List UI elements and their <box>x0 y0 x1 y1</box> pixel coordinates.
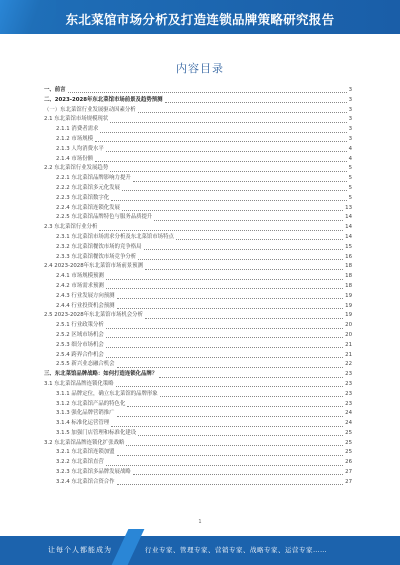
toc-entry-label: 3.2.2 东北菜馆直营 <box>56 459 104 466</box>
toc-entry-page: 24 <box>345 420 352 427</box>
toc-entry-page: 16 <box>345 253 352 260</box>
toc-entry-page: 23 <box>345 380 352 387</box>
toc-entry-page: 23 <box>345 400 352 407</box>
toc-leader-dots <box>145 268 343 270</box>
toc-entry[interactable] <box>44 125 352 135</box>
toc-entry[interactable] <box>44 341 352 351</box>
toc-entry-page: 25 <box>345 449 352 456</box>
toc-entry[interactable] <box>44 311 352 321</box>
toc-entry-page: 3 <box>348 126 352 133</box>
toc-entry[interactable] <box>44 468 352 478</box>
toc-entry[interactable] <box>44 243 352 253</box>
toc-entry-page: 22 <box>345 361 352 368</box>
toc-entry-label: 2.5 2023-2028年东北菜馆市场机会分析 <box>44 312 143 319</box>
toc-leader-dots <box>110 121 346 123</box>
toc-entry[interactable] <box>44 86 352 96</box>
toc-leader-dots <box>154 219 343 221</box>
toc-entry-label: 2.4.3 行业发展方向预测 <box>56 292 115 299</box>
toc-entry-label: 二、2023-2028年东北菜馆市场前景及趋势预测 <box>44 96 163 103</box>
toc-leader-dots <box>117 483 344 485</box>
toc-entry-page: 14 <box>345 233 352 240</box>
toc-entry-page: 18 <box>345 263 352 270</box>
toc-entry[interactable] <box>44 262 352 272</box>
toc-entry-label: 2.1 东北菜馆市场规模现状 <box>44 116 109 123</box>
toc-leader-dots <box>106 336 343 338</box>
toc-entry-label: 3.2.3 东北菜馆多品牌发展战略 <box>56 469 131 476</box>
toc-entry-page: 19 <box>345 292 352 299</box>
toc-leader-dots <box>111 199 346 201</box>
table-of-contents <box>44 86 352 488</box>
toc-entry[interactable] <box>44 135 352 145</box>
toc-leader-dots <box>122 209 343 211</box>
toc-entry-label: 3.1.2 东北菜馆产品的特色化 <box>56 400 126 407</box>
toc-leader-dots <box>117 415 344 417</box>
toc-entry[interactable] <box>44 145 352 155</box>
toc-entry-label: 2.4.2 市场需求预测 <box>56 282 104 289</box>
toc-entry[interactable] <box>44 272 352 282</box>
toc-entry-label: 2.2 东北菜馆行业发展趋势 <box>44 165 109 172</box>
toc-entry-label: 2.3.2 东北菜馆餐饮市场的竞争格局 <box>56 243 142 250</box>
toc-entry[interactable] <box>44 419 352 429</box>
toc-entry[interactable] <box>44 204 352 214</box>
toc-entry-page: 5 <box>348 165 352 172</box>
toc-entry-label: 3.2 东北菜馆品牌连锁化扩张战略 <box>44 439 125 446</box>
toc-leader-dots <box>133 473 343 475</box>
toc-entry-page: 21 <box>345 341 352 348</box>
toc-leader-dots <box>117 454 344 456</box>
toc-entry-label: 2.2.1 东北菜馆品牌影响力提升 <box>56 175 131 182</box>
toc-entry[interactable] <box>44 155 352 165</box>
toc-entry-label: 三、东北菜馆品牌战略：如何打造连锁化品牌？ <box>44 371 158 378</box>
toc-entry[interactable] <box>44 253 352 263</box>
toc-leader-dots <box>144 248 344 250</box>
report-title: 东北菜馆市场分析及打造连锁品牌策略研究报告 <box>65 12 335 27</box>
toc-entry-page: 5 <box>348 175 352 182</box>
toc-leader-dots <box>165 101 347 103</box>
toc-entry[interactable] <box>44 115 352 125</box>
toc-entry-label: 2.5.2 区域市场机会 <box>56 331 104 338</box>
toc-leader-dots <box>122 189 347 191</box>
toc-entry[interactable] <box>44 360 352 370</box>
toc-entry-label: 2.2.2 东北菜馆多元化发展 <box>56 184 120 191</box>
toc-entry[interactable] <box>44 184 352 194</box>
toc-leader-dots <box>95 160 347 162</box>
toc-entry-label: 3.1.3 强化品牌营销推广 <box>56 410 115 417</box>
page-number: 1 <box>198 519 202 525</box>
toc-entry-label: 2.2.3 东北菜馆数字化 <box>56 194 110 201</box>
toc-entry-page: 20 <box>345 322 352 329</box>
toc-leader-dots <box>138 258 343 260</box>
toc-leader-dots <box>100 131 346 133</box>
toc-leader-dots <box>117 297 344 299</box>
toc-entry-label: 2.4.1 市场规模预测 <box>56 273 104 280</box>
toc-entry-label: 一、前言 <box>44 87 66 93</box>
toc-entry-page: 3 <box>348 96 352 103</box>
toc-entry[interactable] <box>44 370 352 380</box>
toc-entry[interactable] <box>44 194 352 204</box>
toc-entry[interactable] <box>44 351 352 361</box>
toc-entry[interactable] <box>44 331 352 341</box>
footer-accent <box>112 529 145 565</box>
toc-entry[interactable] <box>44 409 352 419</box>
toc-leader-dots <box>106 278 343 280</box>
toc-entry-label: 2.1.4 市场份额 <box>56 155 93 162</box>
toc-entry-page: 4 <box>348 145 352 152</box>
toc-entry[interactable] <box>44 400 352 410</box>
toc-leader-dots <box>95 140 347 142</box>
toc-entry[interactable] <box>44 213 352 223</box>
toc-leader-dots <box>145 317 343 319</box>
toc-leader-dots <box>117 366 344 368</box>
toc-entry-page: 3 <box>348 106 352 113</box>
toc-entry-label: 2.5.5 新兴业态融合机会 <box>56 361 115 368</box>
toc-entry-page: 5 <box>348 194 352 201</box>
toc-entry-label: 2.2.4 东北菜馆连锁化发展 <box>56 204 120 211</box>
toc-entry[interactable] <box>44 106 352 116</box>
toc-entry[interactable] <box>44 448 352 458</box>
toc-leader-dots <box>106 150 347 152</box>
toc-entry-page: 23 <box>345 371 352 378</box>
toc-entry-label: 2.5.3 细分市场机会 <box>56 341 104 348</box>
toc-entry-label: 2.1.1 消费者需求 <box>56 126 99 133</box>
toc-leader-dots <box>106 327 343 329</box>
toc-entry-label: 3.2.1 东北菜馆连锁加盟 <box>56 449 115 456</box>
toc-entry-page: 4 <box>348 155 352 162</box>
toc-leader-dots <box>117 307 344 309</box>
toc-entry-label: 3.1 东北菜馆品牌连锁化策略 <box>44 380 114 387</box>
toc-entry-page: 3 <box>348 116 352 123</box>
toc-entry-page: 21 <box>345 351 352 358</box>
toc-entry-label: （一）东北菜馆行业发展驱动因素分析 <box>44 106 136 113</box>
toc-entry-page: 14 <box>345 224 352 231</box>
toc-entry-label: 2.3.3 东北菜馆餐饮市场竞争分析 <box>56 253 137 260</box>
toc-entry-label: 2.3 东北菜馆行业分析 <box>44 224 98 231</box>
toc-leader-dots <box>127 405 343 407</box>
toc-leader-dots <box>110 170 346 172</box>
toc-leader-dots <box>106 464 343 466</box>
toc-leader-dots <box>138 434 343 436</box>
toc-entry[interactable] <box>44 390 352 400</box>
toc-leader-dots <box>133 180 347 182</box>
toc-entry-page: 15 <box>345 243 352 250</box>
toc-entry[interactable] <box>44 174 352 184</box>
toc-entry[interactable] <box>44 458 352 468</box>
toc-entry-page: 3 <box>348 135 352 142</box>
toc-entry-page: 18 <box>345 273 352 280</box>
toc-leader-dots <box>176 238 343 240</box>
toc-entry[interactable] <box>44 429 352 439</box>
toc-entry-page: 19 <box>345 302 352 309</box>
toc-entry-page: 18 <box>345 282 352 289</box>
toc-leader-dots <box>106 346 343 348</box>
toc-entry-label: 3.2.4 东北菜馆合资合作 <box>56 478 115 485</box>
toc-entry[interactable] <box>44 164 352 174</box>
toc-entry[interactable] <box>44 478 352 488</box>
toc-entry-page: 13 <box>345 204 352 211</box>
toc-entry[interactable] <box>44 223 352 233</box>
toc-entry[interactable] <box>44 282 352 292</box>
toc-entry-label: 2.2.5 东北菜馆品牌特色与服务品质提升 <box>56 214 153 221</box>
toc-leader-dots <box>99 229 343 231</box>
toc-leader-dots <box>138 111 347 113</box>
toc-entry-page: 3 <box>348 87 352 93</box>
toc-entry[interactable] <box>44 321 352 331</box>
toc-leader-dots <box>106 287 343 289</box>
footer-tagline: 行业专家、管理专家、营销专家、战略专家、运营专家…… <box>145 546 327 554</box>
toc-entry-page: 20 <box>345 331 352 338</box>
toc-entry-page: 25 <box>345 429 352 436</box>
footer-bar <box>0 536 400 565</box>
toc-entry-page: 27 <box>345 469 352 476</box>
footer-slogan: 让每个人都能成为 <box>48 546 112 554</box>
toc-entry-label: 3.1.5 加强门店管理和标准化建设 <box>56 429 137 436</box>
toc-entry-page: 5 <box>348 184 352 191</box>
toc-leader-dots <box>116 385 344 387</box>
toc-leader-dots <box>106 356 343 358</box>
toc-leader-dots <box>68 91 347 93</box>
toc-leader-dots <box>111 425 343 427</box>
toc-heading: 内容目录 <box>176 62 224 75</box>
toc-entry-label: 2.1.3 人均消费水平 <box>56 145 104 152</box>
toc-entry[interactable] <box>44 380 352 390</box>
header-bar <box>0 0 400 34</box>
toc-leader-dots <box>160 395 343 397</box>
toc-entry-page: 19 <box>345 312 352 319</box>
toc-entry-page: 25 <box>345 439 352 446</box>
toc-entry[interactable] <box>44 233 352 243</box>
toc-entry[interactable] <box>44 96 352 106</box>
toc-entry-label: 2.5.4 跨界合作机会 <box>56 351 104 358</box>
toc-entry-label: 2.5.1 行业政策分析 <box>56 322 104 329</box>
toc-entry-label: 2.4 2023-2028年东北菜馆市场前景预测 <box>44 263 143 270</box>
toc-leader-dots <box>126 444 343 446</box>
toc-entry-page: 23 <box>345 390 352 397</box>
toc-entry-label: 2.4.4 行业投资机会预测 <box>56 302 115 309</box>
toc-entry-page: 14 <box>345 214 352 221</box>
toc-entry-label: 3.1.4 标准化运营管理 <box>56 420 110 427</box>
toc-entry[interactable] <box>44 302 352 312</box>
toc-entry-page: 26 <box>345 459 352 466</box>
toc-entry-label: 2.1.2 市场规模 <box>56 135 93 142</box>
toc-entry[interactable] <box>44 292 352 302</box>
toc-entry-label: 2.3.1 东北菜馆市场需求分析及东北菜馆市场特点 <box>56 233 174 240</box>
toc-entry[interactable] <box>44 439 352 449</box>
toc-entry-label: 3.1.1 品牌定位，确立东北菜馆的品牌形象 <box>56 390 158 397</box>
toc-entry-page: 27 <box>345 478 352 485</box>
toc-entry-page: 24 <box>345 410 352 417</box>
toc-leader-dots <box>159 376 343 378</box>
